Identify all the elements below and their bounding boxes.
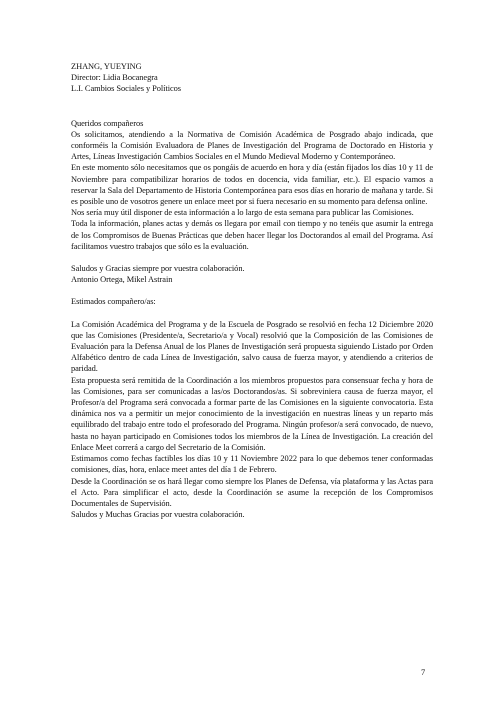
second-letter-salutation: Estimados compañero/as: [71, 297, 156, 307]
second-letter-paragraph: La Comisión Académica del Programa y de la Escuela de Posgrado se resolvió en fecha 12 Diciembre 2020 que las Comisiones (Presidente/a, Secretario/a y Vocal) resolvió que la Composición de las Comisiones de Evaluación para la Defensa Anual de los Planes de Investigación será propuesta siguiendo Listado por Orden Alfabético dentro de cada Línea de Investigación, salvo causa de fuerza mayor, y atendiendo a criterios de paridad. [71, 319, 433, 374]
first-letter-paragraph: Nos sería muy útil disponer de esta información a lo largo de esta semana para publicar las Comisiones. [71, 208, 414, 218]
second-letter-paragraph: Estimamos como fechas factibles los días 10 y 11 Noviembre 2022 para lo que debemos tener conformadas comisiones, días, hora, enlace meet antes del día 1 de Febrero. [71, 454, 433, 475]
spacer [71, 285, 433, 296]
first-letter-paragraph: En este momento sólo necesitamos que os pongáis de acuerdo en hora y día (están fijados los días 10 y 11 de Noviembre para compatibilizar horarios de todos en docencia, vida familiar, etc.). El espacio vamos a reservar la Sala del Departamento de Historia Contemporánea para esos días en horario de mañana y tarde. Si es posible uno de vosotros genere un enlace meet por si fuera necesario en su momento para defensa online. [71, 163, 433, 207]
first-letter-closing: Saludos y Gracias siempre por vuestra colaboración. [71, 264, 245, 274]
spacer [71, 308, 433, 319]
student-name: ZHANG, YUEYING [71, 62, 142, 71]
first-letter-paragraph: Os solicitamos, atendiendo a la Normativa de Comisión Académica de Posgrado abajo indicada, que conforméis la Comisión Evaluadora de Planes de Investigación del Programa de Doctorado en Historia y Artes, Líneas Investigación Cambios Sociales en el Mundo Medieval Moderno y Contemporáneo. [71, 129, 433, 162]
second-letter-paragraph: Esta propuesta será remitida de la Coordinación a los miembros propuestos para consensuar fecha y hora de las Comisiones, para ser comunicadas a las/os Doctorandos/as. Si sobreviniera causa de fuerza mayor, el Profesor/a del Programa será convocada a formar parte de las Comisiones en la siguiente convocatoria. Esta dinámica nos va a permitir un mejor conocimiento de la investigación en nuestras líneas y un reparto más equilibrado del trabajo entre todo el profesorado del Programa. Ningún profesor/a será convocado, de nuevo, hasta no hayan participado en Comisiones todos los miembros de la Línea de Investigación. La creación del Enlace Meet correrá a cargo del Secretario de la Comisión. [71, 375, 433, 452]
second-letter-paragraph: Desde la Coordinación se os hará llegar como siempre los Planes de Defensa, vía plataforma y las Actas para el Acto. Para simplificar el acto, desde la Coordinación se asume la recepción de los Compromisos Documentales de Supervisión. [71, 476, 433, 508]
second-letter-closing: Saludos y Muchas Gracias por vuestra colaboración. [71, 510, 245, 520]
director-name: Director: Lidia Bocanegra [71, 73, 158, 83]
first-letter-paragraph: Toda la información, planes actas y demás os llegara por email con tiempo y no tenéis que asumir la entrega de los Compromisos de Buenas Prácticas que deben hacer llegar los Doctorandos al email del Programa. Así facilitamos vuestro trabajos que sólo es la evaluación. [71, 219, 433, 251]
research-line: L.I. Cambios Sociales y Políticos [71, 84, 182, 94]
spacer [71, 252, 433, 263]
page-number: 7 [421, 668, 426, 677]
first-letter-signature: Antonio Ortega, Mikel Astrain [71, 275, 173, 285]
document-body [71, 61, 433, 520]
spacer [71, 107, 433, 118]
spacer [71, 95, 433, 107]
first-letter-salutation: Queridos compañeros [71, 118, 144, 128]
